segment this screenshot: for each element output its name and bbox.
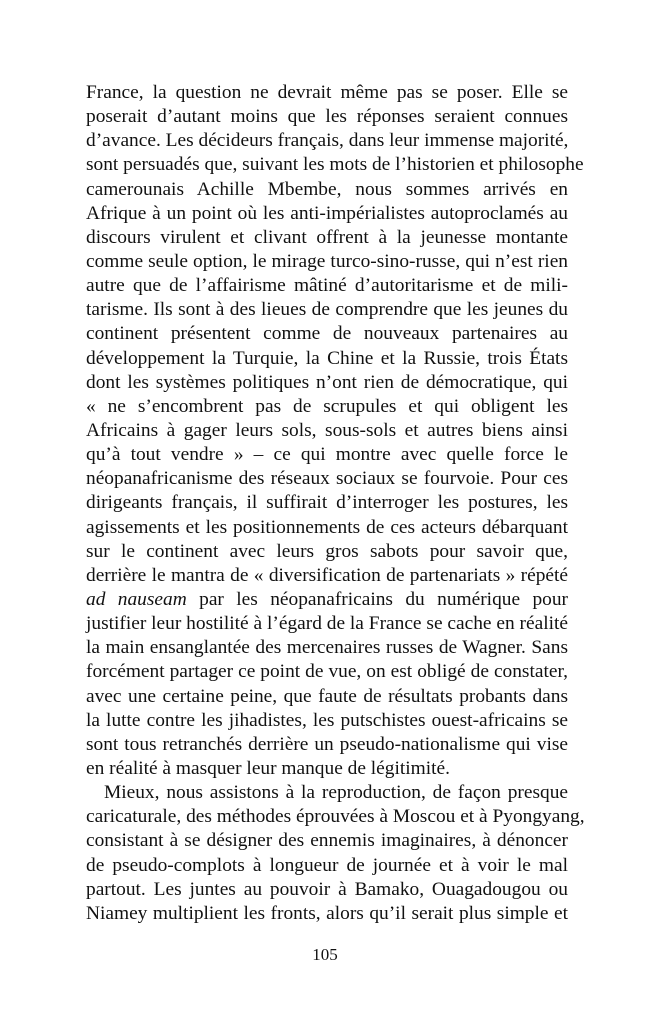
text-line: Niamey multiplient les fronts, alors qu’il serait plus simple et xyxy=(86,902,568,924)
text-line: agissements et les positionnements de ces acteurs débarquant xyxy=(86,516,568,538)
text-line: autre que de l’affairisme mâtiné d’autoritarisme et de mili- xyxy=(86,275,568,297)
text-line: justifier leur hostilité à l’égard de la France se cache en réalité xyxy=(86,613,568,635)
italic-phrase: ad nauseam xyxy=(86,588,187,610)
paragraph-2 xyxy=(86,781,585,926)
text-line: Africains à gager leurs sols, sous-sols et autres biens ainsi xyxy=(86,419,568,441)
text-line: sur le continent avec leurs gros sabots pour savoir que, xyxy=(86,540,568,562)
text-line: discours virulent et clivant offrent à la jeunesse montante xyxy=(86,226,568,248)
text-line: France, la question ne devrait même pas se poser. Elle se xyxy=(86,82,568,103)
italic-line-rest: par les néopanafricains du numérique pour xyxy=(186,588,568,610)
paragraph-1 xyxy=(86,81,584,781)
text-line: d’avance. Les décideurs français, dans leur immense majorité, xyxy=(86,130,569,152)
text-line: néopanafricanisme des réseaux sociaux se fourvoie. Pour ces xyxy=(86,468,568,490)
text-line: qu’à tout vendre » – ce qui montre avec quelle force le xyxy=(86,444,568,466)
text-line-italic-start xyxy=(86,588,568,612)
text-line: consistant à se désigner des ennemis imaginaires, à dénoncer xyxy=(86,830,568,852)
text-line: sont persuadés que, suivant les mots de l’historien et philosophe xyxy=(86,154,584,176)
text-line: dirigeants français, il suffirait d’interroger les postures, les xyxy=(86,492,568,514)
text-line: développement la Turquie, la Chine et la Russie, trois États xyxy=(86,347,568,369)
text-line: avec une certaine peine, que faute de résultats probants dans xyxy=(86,685,568,707)
text-line: en réalité à masquer leur manque de légitimité. xyxy=(86,757,450,779)
text-line: tarisme. Ils sont à des lieues de comprendre que les jeunes du xyxy=(86,299,568,321)
text-line: Afrique à un point où les anti-impérialistes autoproclamés au xyxy=(86,202,568,224)
text-line: forcément partager ce point de vue, on est obligé de constater, xyxy=(86,661,568,683)
text-line: caricaturale, des méthodes éprouvées à Moscou et à Pyongyang, xyxy=(86,806,585,828)
text-line: continent présentent comme de nouveaux partenaires au xyxy=(86,323,568,345)
text-line: de pseudo-complots à longueur de journée et à voir le mal xyxy=(86,854,568,876)
text-line: partout. Les juntes au pouvoir à Bamako, Ouagadougou ou xyxy=(86,878,568,900)
text-line: comme seule option, le mirage turco-sino-russe, qui n’est rien xyxy=(86,250,568,272)
text-line: sont tous retranchés derrière un pseudo-nationalisme qui vise xyxy=(86,733,568,755)
text-line: la main ensanglantée des mercenaires russes de Wagner. Sans xyxy=(86,637,568,659)
text-line: dont les systèmes politiques n’ont rien de démocratique, qui xyxy=(86,371,568,393)
text-line: poserait d’autant moins que les réponses seraient connues xyxy=(86,106,568,128)
body-text xyxy=(86,81,585,926)
text-line: « ne s’encombrent pas de scrupules et qui obligent les xyxy=(86,395,568,417)
text-line: Mieux, nous assistons à la reproduction, de façon presque xyxy=(104,782,568,804)
text-line: la lutte contre les jihadistes, les putschistes ouest-africains se xyxy=(86,709,568,731)
text-line: camerounais Achille Mbembe, nous sommes arrivés en xyxy=(86,178,568,200)
text-line: derrière le mantra de « diversification de partenariats » répété xyxy=(86,564,568,586)
page-number: 105 xyxy=(312,945,338,964)
